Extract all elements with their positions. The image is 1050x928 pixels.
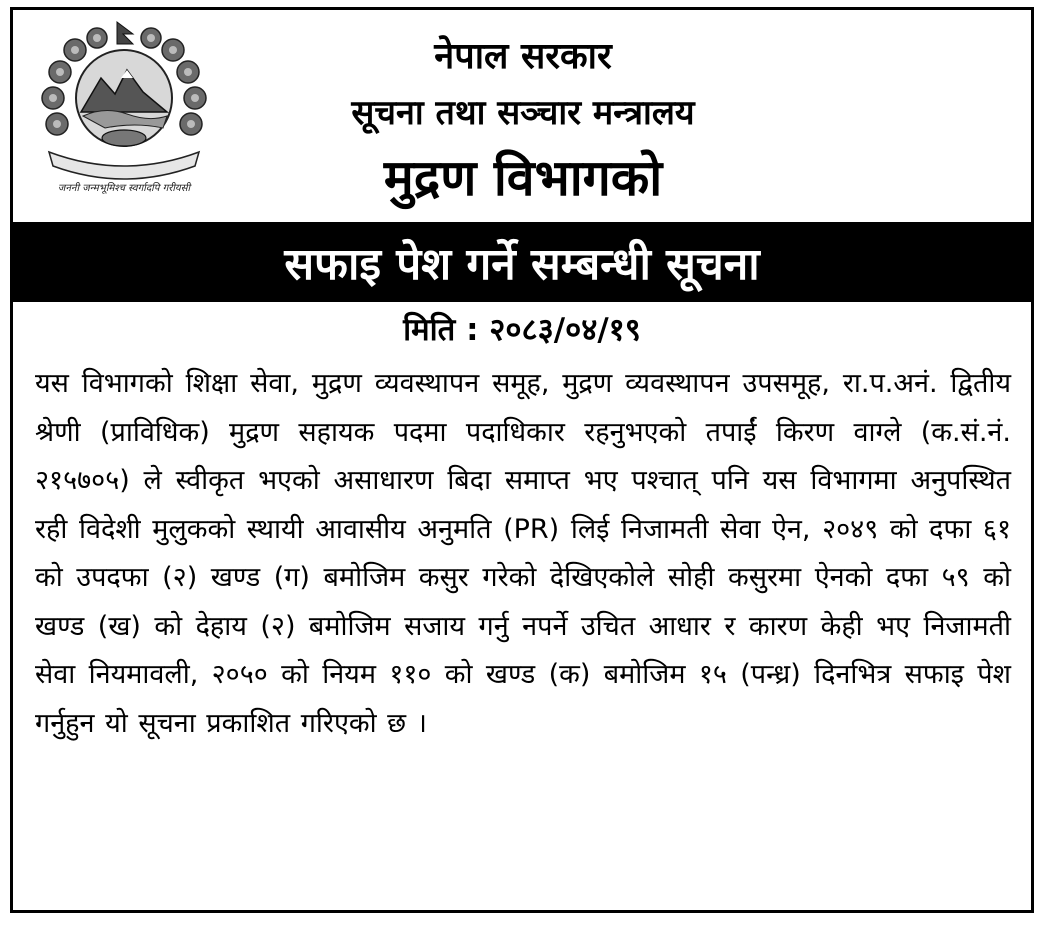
ministry-name: सूचना तथा सञ्चार मन्त्रालय xyxy=(351,93,695,133)
government-name: नेपाल सरकार xyxy=(434,36,612,77)
notice-date: मिति : २०८३/०४/१९ xyxy=(403,312,641,348)
nepal-emblem-icon xyxy=(35,20,213,205)
notice-title: सफाइ पेश गर्ने सम्बन्धी सूचना xyxy=(13,222,1031,302)
notice-header xyxy=(13,10,1031,220)
notice-frame xyxy=(10,7,1034,913)
department-name: मुद्रण विभागको xyxy=(383,149,663,207)
notice-body: यस विभागको शिक्षा सेवा, मुद्रण व्यवस्थापन समूह, मुद्रण व्यवस्थापन उपसमूह, रा.प.अनं. द्वितीय श्रेणी (प्राविधिक) मुद्रण सहायक पदमा पदाधिकार रहनुभएको तपाईं किरण वाग्ले (क.सं.नं. २१५७०५) ले स्वीकृत भएको असाधारण बिदा समाप्त भए पश्चात् पनि यस विभागमा अनुपस्थित रही विदेशी मुलुकको स्थायी आवासीय अनुमति (PR) लिई निजामती सेवा ऐन, २०४९ को दफा ६१ को उपदफा (२) खण्ड (ग) बमोजिम कसुर गरेको देखिएकोले सोही कसुरमा ऐनको दफा ५९ को खण्ड (ख) को देहाय (२) बमोजिम सजाय गर्नु नपर्ने उचित आधार र कारण केही भए निजामती सेवा नियमावली, २०५० को नियम ११० को खण्ड (क) बमोजिम १५ (पन्ध्र) दिनभित्र सफाइ पेश गर्नुहुन यो सूचना प्रकाशित गरिएको छ । xyxy=(35,368,1011,739)
emblem-motto: जननी जन्मभूमिश्च स्वर्गादपि गरीयसी xyxy=(57,183,191,194)
